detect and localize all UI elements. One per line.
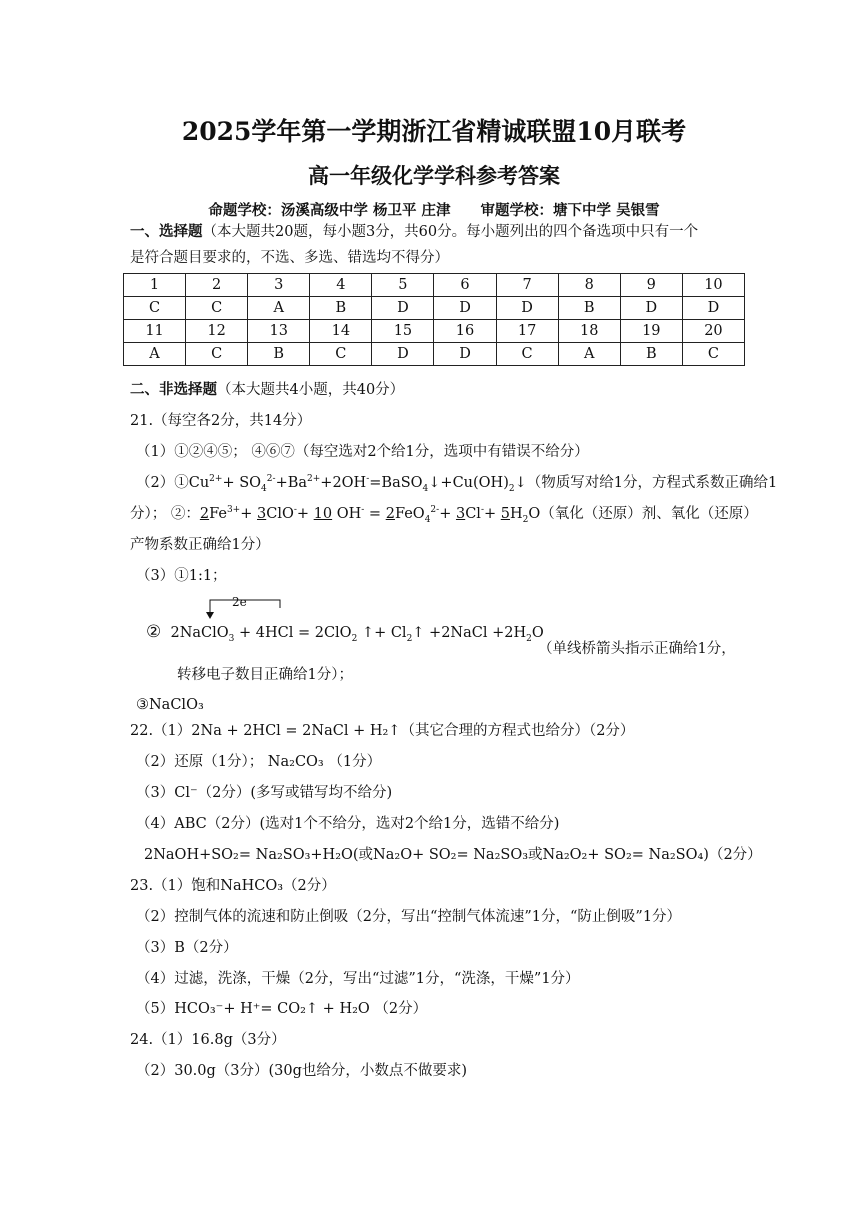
electron-transfer-label: 2e⁻: [232, 595, 254, 609]
section1-heading: 一、选择题: [130, 223, 203, 240]
q21-part2-note: （物质写对给1分，方程式系数正确给1: [526, 475, 778, 491]
answer-cell: B: [310, 297, 372, 320]
reviewer-school: 审题学校：塘下中学 吴银雪: [480, 202, 660, 219]
q23-part2: （2）控制气体的流速和防止倒吸（2分，写出“控制气体流速”1分，“防止倒吸”1分）: [136, 909, 682, 925]
answer-table: [123, 273, 745, 366]
answer-cell: D: [496, 297, 558, 320]
question-number-cell: 9: [620, 274, 682, 297]
question-number-cell: 19: [620, 320, 682, 343]
question-number-cell: 7: [496, 274, 558, 297]
question-number-cell: 8: [558, 274, 620, 297]
answer-cell: D: [682, 297, 744, 320]
q21-part2-note4: 产物系数正确给1分）: [130, 537, 270, 553]
answer-cell: C: [310, 343, 372, 366]
q21-part1: （1）①②④⑤； ④⑥⑦（每空选对2个给1分，选项中有错误不给分）: [136, 444, 589, 460]
question-number-cell: 4: [310, 274, 372, 297]
question-number-cell: 1: [124, 274, 186, 297]
q22-part4-equation: 2NaOH+SO₂= Na₂SO₃+H₂O(或Na₂O+ SO₂= Na₂SO₃或Na₂O₂+ SO₂= Na₂SO₄)（2分）: [144, 847, 762, 863]
answer-cell: B: [558, 297, 620, 320]
answer-cell: D: [372, 343, 434, 366]
answer-cell: C: [186, 297, 248, 320]
q23-part4: （4）过滤，洗涤，干燥（2分，写出“过滤”1分，“洗涤，干燥”1分）: [136, 971, 580, 987]
question-number-cell: 10: [682, 274, 744, 297]
section2-heading: 二、非选择题: [130, 381, 217, 398]
q21-part3-note-b: 转移电子数目正确给1分）；: [177, 667, 353, 683]
question-number-row: [124, 274, 745, 297]
answer-cell: A: [248, 297, 310, 320]
question-number-cell: 3: [248, 274, 310, 297]
question-number-cell: 15: [372, 320, 434, 343]
answer-cell: D: [372, 297, 434, 320]
single-bridge-arrow: [200, 592, 300, 622]
answer-cell: A: [124, 343, 186, 366]
question-number-cell: 18: [558, 320, 620, 343]
q21-part2-note2: 分）； ②：: [130, 506, 200, 522]
section2-intro-text: （本大题共4小题，共40分）: [217, 382, 405, 398]
q22-part1: 22.（1）2Na + 2HCl = 2NaCl + H₂↑（其它合理的方程式也给分）（2分）: [130, 723, 635, 739]
answer-cell: B: [620, 343, 682, 366]
answer-row: [124, 297, 745, 320]
section2-intro: [130, 380, 404, 400]
answer-cell: C: [124, 297, 186, 320]
page-title: 2025学年第一学期浙江省精诚联盟10月联考: [181, 117, 687, 146]
q23-part3: （3）B（2分）: [136, 940, 238, 956]
answer-cell: D: [434, 297, 496, 320]
answer-cell: C: [496, 343, 558, 366]
q22-part2: （2）还原（1分）； Na₂CO₃ （1分）: [136, 754, 382, 770]
setter-school: 命题学校：汤溪高级中学 杨卫平 庄津: [208, 202, 451, 219]
answer-cell: D: [434, 343, 496, 366]
answer-cell: D: [620, 297, 682, 320]
q22-part3: （3）Cl⁻（2分）(多写或错写均不给分): [136, 785, 393, 801]
q21-part2-note3: （氧化（还原）剂、氧化（还原）: [540, 506, 758, 522]
page-subtitle: 高一年级化学学科参考答案: [308, 163, 560, 188]
q21-part3-c: ③NaClO₃: [136, 697, 204, 713]
q21-part2-eq1: $(2)①Cu^{2+}+$ $SO_4^{2-}+Ba^{2+}+2OH^-=BaSO_4↓+Cu(OH)_2↓$（物质写对给1分，方程式系数正确给1: [136, 474, 778, 494]
authors-line: [0, 199, 868, 220]
section1-intro: [130, 222, 698, 242]
q23-part1: 23.（1）饱和NaHCO₃（2分）: [130, 878, 336, 894]
q21-heading: 21.（每空各2分，共14分）: [130, 413, 312, 429]
q23-part5: （5）HCO₃⁻+ H⁺= CO₂↑ + H₂O （2分）: [136, 1001, 428, 1017]
answer-cell: A: [558, 343, 620, 366]
q22-part4: （4）ABC（2分）(选对1个不给分，选对2个给1分，选错不给分): [136, 816, 560, 832]
question-number-cell: 11: [124, 320, 186, 343]
q21-part3-equation: ② 2NaClO$_3$ + 4HCl = 2ClO$_2$ ↑+ $Cl_2↑$ +2NaCl $+2H_2O$: [146, 622, 544, 644]
question-number-cell: 6: [434, 274, 496, 297]
question-number-cell: 5: [372, 274, 434, 297]
q24-part1: 24.（1）16.8g（3分）: [130, 1032, 286, 1048]
q21-part3: （3）①1:1；: [136, 568, 227, 584]
question-number-cell: 2: [186, 274, 248, 297]
question-number-cell: 20: [682, 320, 744, 343]
q21-part3-note-a: （单线桥箭头指示正确给1分，: [538, 641, 736, 657]
answer-cell: C: [682, 343, 744, 366]
question-number-cell: 13: [248, 320, 310, 343]
section1-intro-2: 是符合题目要求的，不选、多选、错选均不得分）: [130, 250, 449, 266]
question-number-row: [124, 320, 745, 343]
q24-part2: （2）30.0g（3分）(30g也给分，小数点不做要求): [136, 1063, 468, 1079]
question-number-cell: 16: [434, 320, 496, 343]
question-number-cell: 14: [310, 320, 372, 343]
answer-cell: C: [186, 343, 248, 366]
answer-row: [124, 343, 745, 366]
question-number-cell: 17: [496, 320, 558, 343]
section1-intro-text: （本大题共20题，每小题3分，共60分。每小题列出的四个备选项中只有一个: [202, 224, 699, 240]
q21-part2-eq2: 分）； ②：$2Fe^{3+}+ 3ClO^-+ 10$ $OH^- = 2FeO_4^{2-}+ 3Cl^-+ 5H_2O$（氧化（还原）剂、氧化（还原）: [130, 505, 758, 525]
answer-cell: B: [248, 343, 310, 366]
question-number-cell: 12: [186, 320, 248, 343]
